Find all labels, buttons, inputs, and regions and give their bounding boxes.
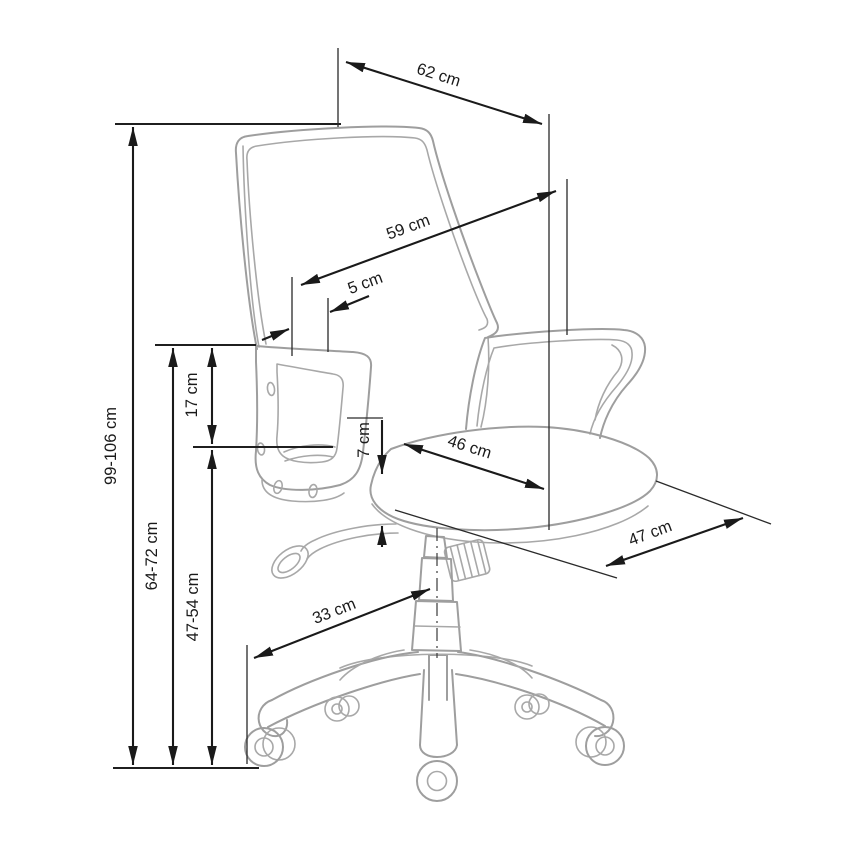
- base-front-leg: [420, 670, 457, 745]
- knob-rib: [464, 543, 472, 577]
- ext-seat-depth-right: [656, 481, 771, 524]
- caster-hub: [522, 702, 532, 712]
- base-front-leg-cap: [420, 745, 457, 757]
- caster-wheel: [325, 697, 349, 721]
- chair-left-armrest: [256, 346, 372, 502]
- dim-seat-height: [184, 450, 212, 765]
- caster-wheel: [515, 695, 539, 719]
- caster-wheel: [417, 761, 457, 801]
- backrest-lower-right-edge: [481, 337, 489, 427]
- caster-hub: [428, 772, 447, 791]
- dim-label-base-span: 33 cm: [309, 594, 359, 628]
- dim-base-span: [254, 589, 430, 658]
- dim-label-total-height: 99-106 cm: [102, 407, 120, 485]
- gas-lift-below-hub: [429, 655, 447, 700]
- gas-lift-rib: [415, 626, 460, 627]
- caster-wheel-back: [576, 727, 606, 757]
- dim-label-seat-width: 46 cm: [445, 431, 494, 463]
- chair-tilt-lever: [266, 524, 398, 584]
- right-armrest-band: [595, 345, 622, 420]
- dim-line-backrest-width: [301, 191, 556, 285]
- dim-armrest-height: [143, 348, 173, 765]
- dim-label-seat-height: 47-54 cm: [184, 572, 202, 642]
- lever-paddle-inner: [275, 550, 303, 576]
- dim-total-height: [102, 127, 133, 765]
- dim-label-armrest-height: 64-72 cm: [143, 521, 161, 591]
- chair-illustration: [236, 127, 657, 801]
- dim-line-offset-right: [330, 296, 369, 312]
- armrest-screw-hole: [267, 382, 276, 396]
- ext-seat-depth-left: [395, 510, 617, 578]
- backrest-outer-outline: [236, 127, 498, 349]
- dim-label-offset: 5 cm: [345, 268, 386, 298]
- dim-total-width: [346, 60, 542, 124]
- dim-label-backrest-width: 59 cm: [384, 211, 433, 244]
- dim-line-seat-depth: [606, 518, 743, 566]
- chair-right-armrest: [466, 329, 645, 438]
- dim-armrest-above-seat: [183, 348, 212, 444]
- armrest-screw-hole: [308, 484, 318, 498]
- chair-seat: [370, 427, 657, 543]
- right-armrest-inner: [477, 339, 632, 434]
- armrest-screw-hole: [257, 443, 266, 456]
- backrest-inner-outline: [247, 137, 488, 344]
- chair-base: [259, 650, 614, 757]
- dim-seat-width: [404, 432, 544, 489]
- base-rear-right-leg: [470, 650, 532, 678]
- dim-backrest-offset: [262, 269, 385, 340]
- dim-line-offset-left: [262, 329, 289, 340]
- dim-label-total-width: 62 cm: [414, 59, 463, 91]
- dim-seat-depth: [606, 517, 743, 566]
- knob-rib: [457, 545, 465, 579]
- dim-label-armrest-above-seat: 17 cm: [183, 372, 201, 418]
- base-right-leg-cap: [595, 700, 613, 736]
- dim-backrest-width: [301, 191, 556, 285]
- dim-label-seat-thickness: 7 cm: [355, 422, 373, 458]
- gas-lift-top-block: [424, 536, 447, 558]
- caster-hub: [332, 704, 342, 714]
- dim-label-seat-depth: 47 cm: [626, 517, 675, 550]
- lever-paddle-outer: [266, 540, 314, 585]
- knob-rib: [471, 542, 479, 576]
